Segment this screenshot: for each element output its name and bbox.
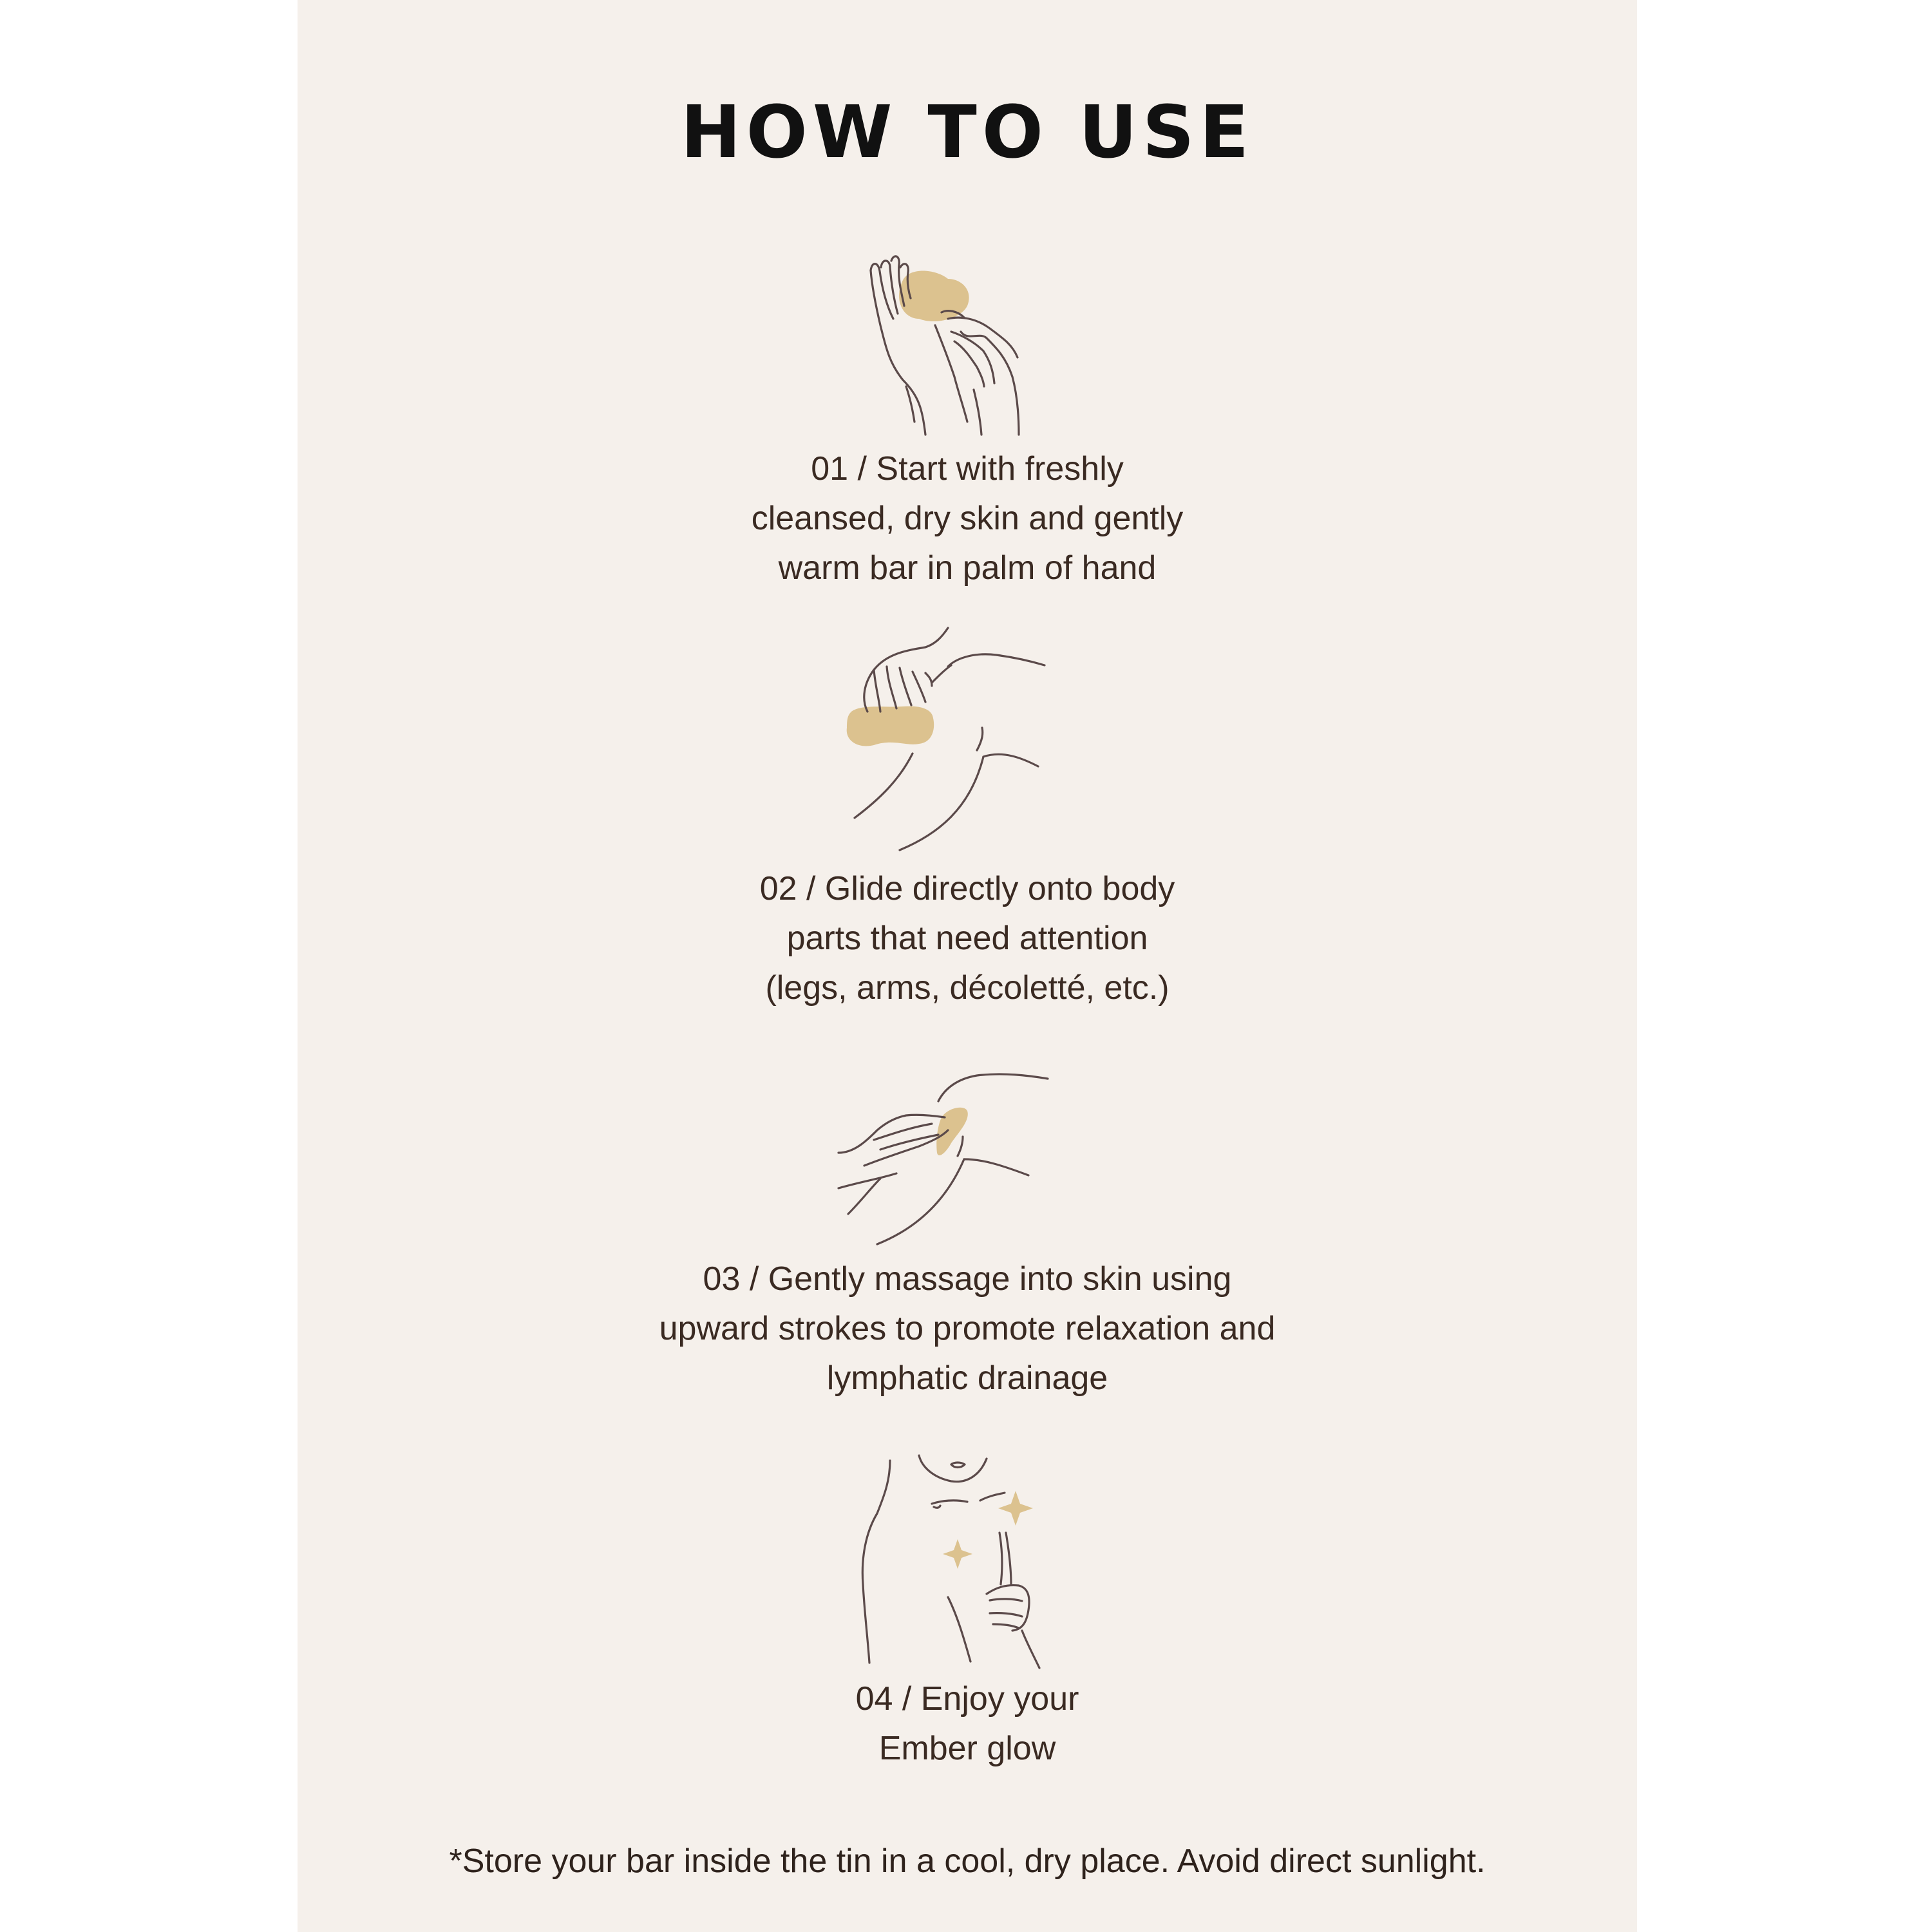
step-4-line-1: 04 / Enjoy your [855, 1680, 1079, 1718]
step-2-line-1: 02 / Glide directly onto body [759, 870, 1175, 907]
hand-massaging-arm-icon [835, 1063, 1054, 1256]
step-1-text [298, 444, 1637, 593]
step-2-line-3: (legs, arms, décoletté, etc.) [765, 969, 1170, 1007]
step-3-line-2: upward strokes to promote relaxation and [659, 1310, 1276, 1347]
step-1-line-1: 01 / Start with freshly [811, 450, 1124, 488]
step-4-text [298, 1674, 1637, 1774]
hand-gliding-bar-on-arm-icon [835, 621, 1054, 853]
page-title: HOW TO USE [680, 91, 1255, 175]
step-1-line-3: warm bar in palm of hand [778, 549, 1157, 587]
step-4-line-2: Ember glow [878, 1730, 1056, 1767]
step-3-text [298, 1255, 1637, 1403]
step-2-line-2: parts that need attention [786, 920, 1148, 957]
hand-warming-bar-icon [858, 229, 1051, 441]
step-2-text [298, 864, 1637, 1013]
glowing-skin-sparkle-icon [858, 1455, 1064, 1674]
step-3-line-3: lymphatic drainage [826, 1359, 1108, 1397]
step-3-line-1: 03 / Gently massage into skin using [703, 1260, 1232, 1298]
storage-footnote: *Store your bar inside the tin in a cool, dry place. Avoid direct sunlight. [449, 1842, 1486, 1880]
how-to-use-card [298, 0, 1637, 1932]
step-1-line-2: cleansed, dry skin and gently [751, 500, 1184, 537]
